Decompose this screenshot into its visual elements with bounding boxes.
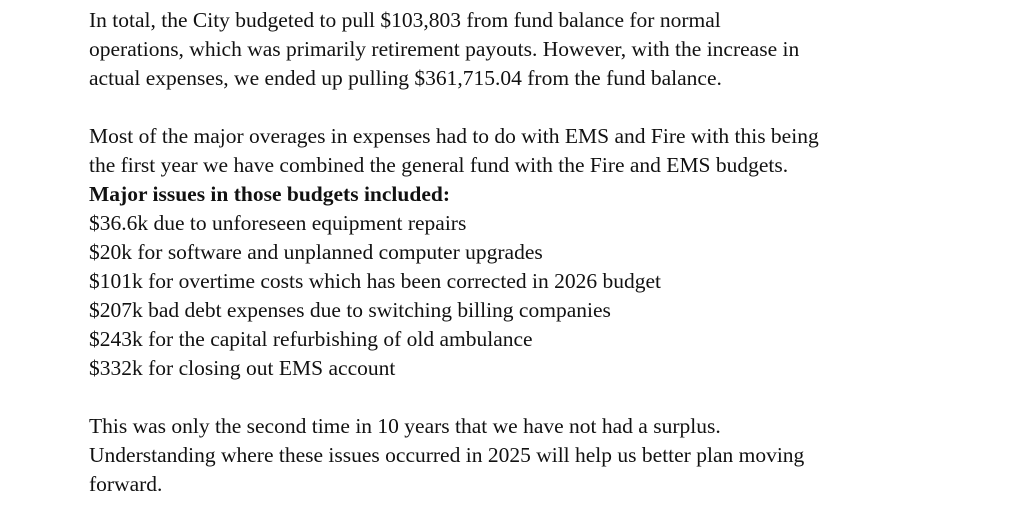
issue-item: $20k for software and unplanned computer upgrades <box>89 240 543 264</box>
issue-item: $36.6k due to unforeseen equipment repairs <box>89 211 467 235</box>
text-line: Most of the major overages in expenses had to do with EMS and Fire with this being <box>89 124 819 148</box>
text-line: Understanding where these issues occurred in 2025 will help us better plan moving <box>89 443 805 467</box>
fund-balance-paragraph <box>89 6 1009 93</box>
text-line: operations, which was primarily retirement payouts. However, with the increase in <box>89 37 800 61</box>
text-line: the first year we have combined the general fund with the Fire and EMS budgets. <box>89 153 789 177</box>
paragraph-gap <box>89 383 1009 412</box>
issue-item: $243k for the capital refurbishing of old ambulance <box>89 327 533 351</box>
issue-item: $207k bad debt expenses due to switching billing companies <box>89 298 611 322</box>
document-page <box>89 6 1009 499</box>
surplus-paragraph <box>89 412 1009 499</box>
paragraph-gap <box>89 93 1009 122</box>
text-line: In total, the City budgeted to pull $103,803 from fund balance for normal <box>89 8 721 32</box>
text-line: actual expenses, we ended up pulling $361,715.04 from the fund balance. <box>89 66 722 90</box>
text-line: forward. <box>89 472 163 496</box>
issues-heading: Major issues in those budgets included: <box>89 182 450 206</box>
text-line: This was only the second time in 10 years that we have not had a surplus. <box>89 414 721 438</box>
issue-item: $332k for closing out EMS account <box>89 356 396 380</box>
issue-item: $101k for overtime costs which has been corrected in 2026 budget <box>89 269 661 293</box>
overages-paragraph <box>89 122 1009 383</box>
